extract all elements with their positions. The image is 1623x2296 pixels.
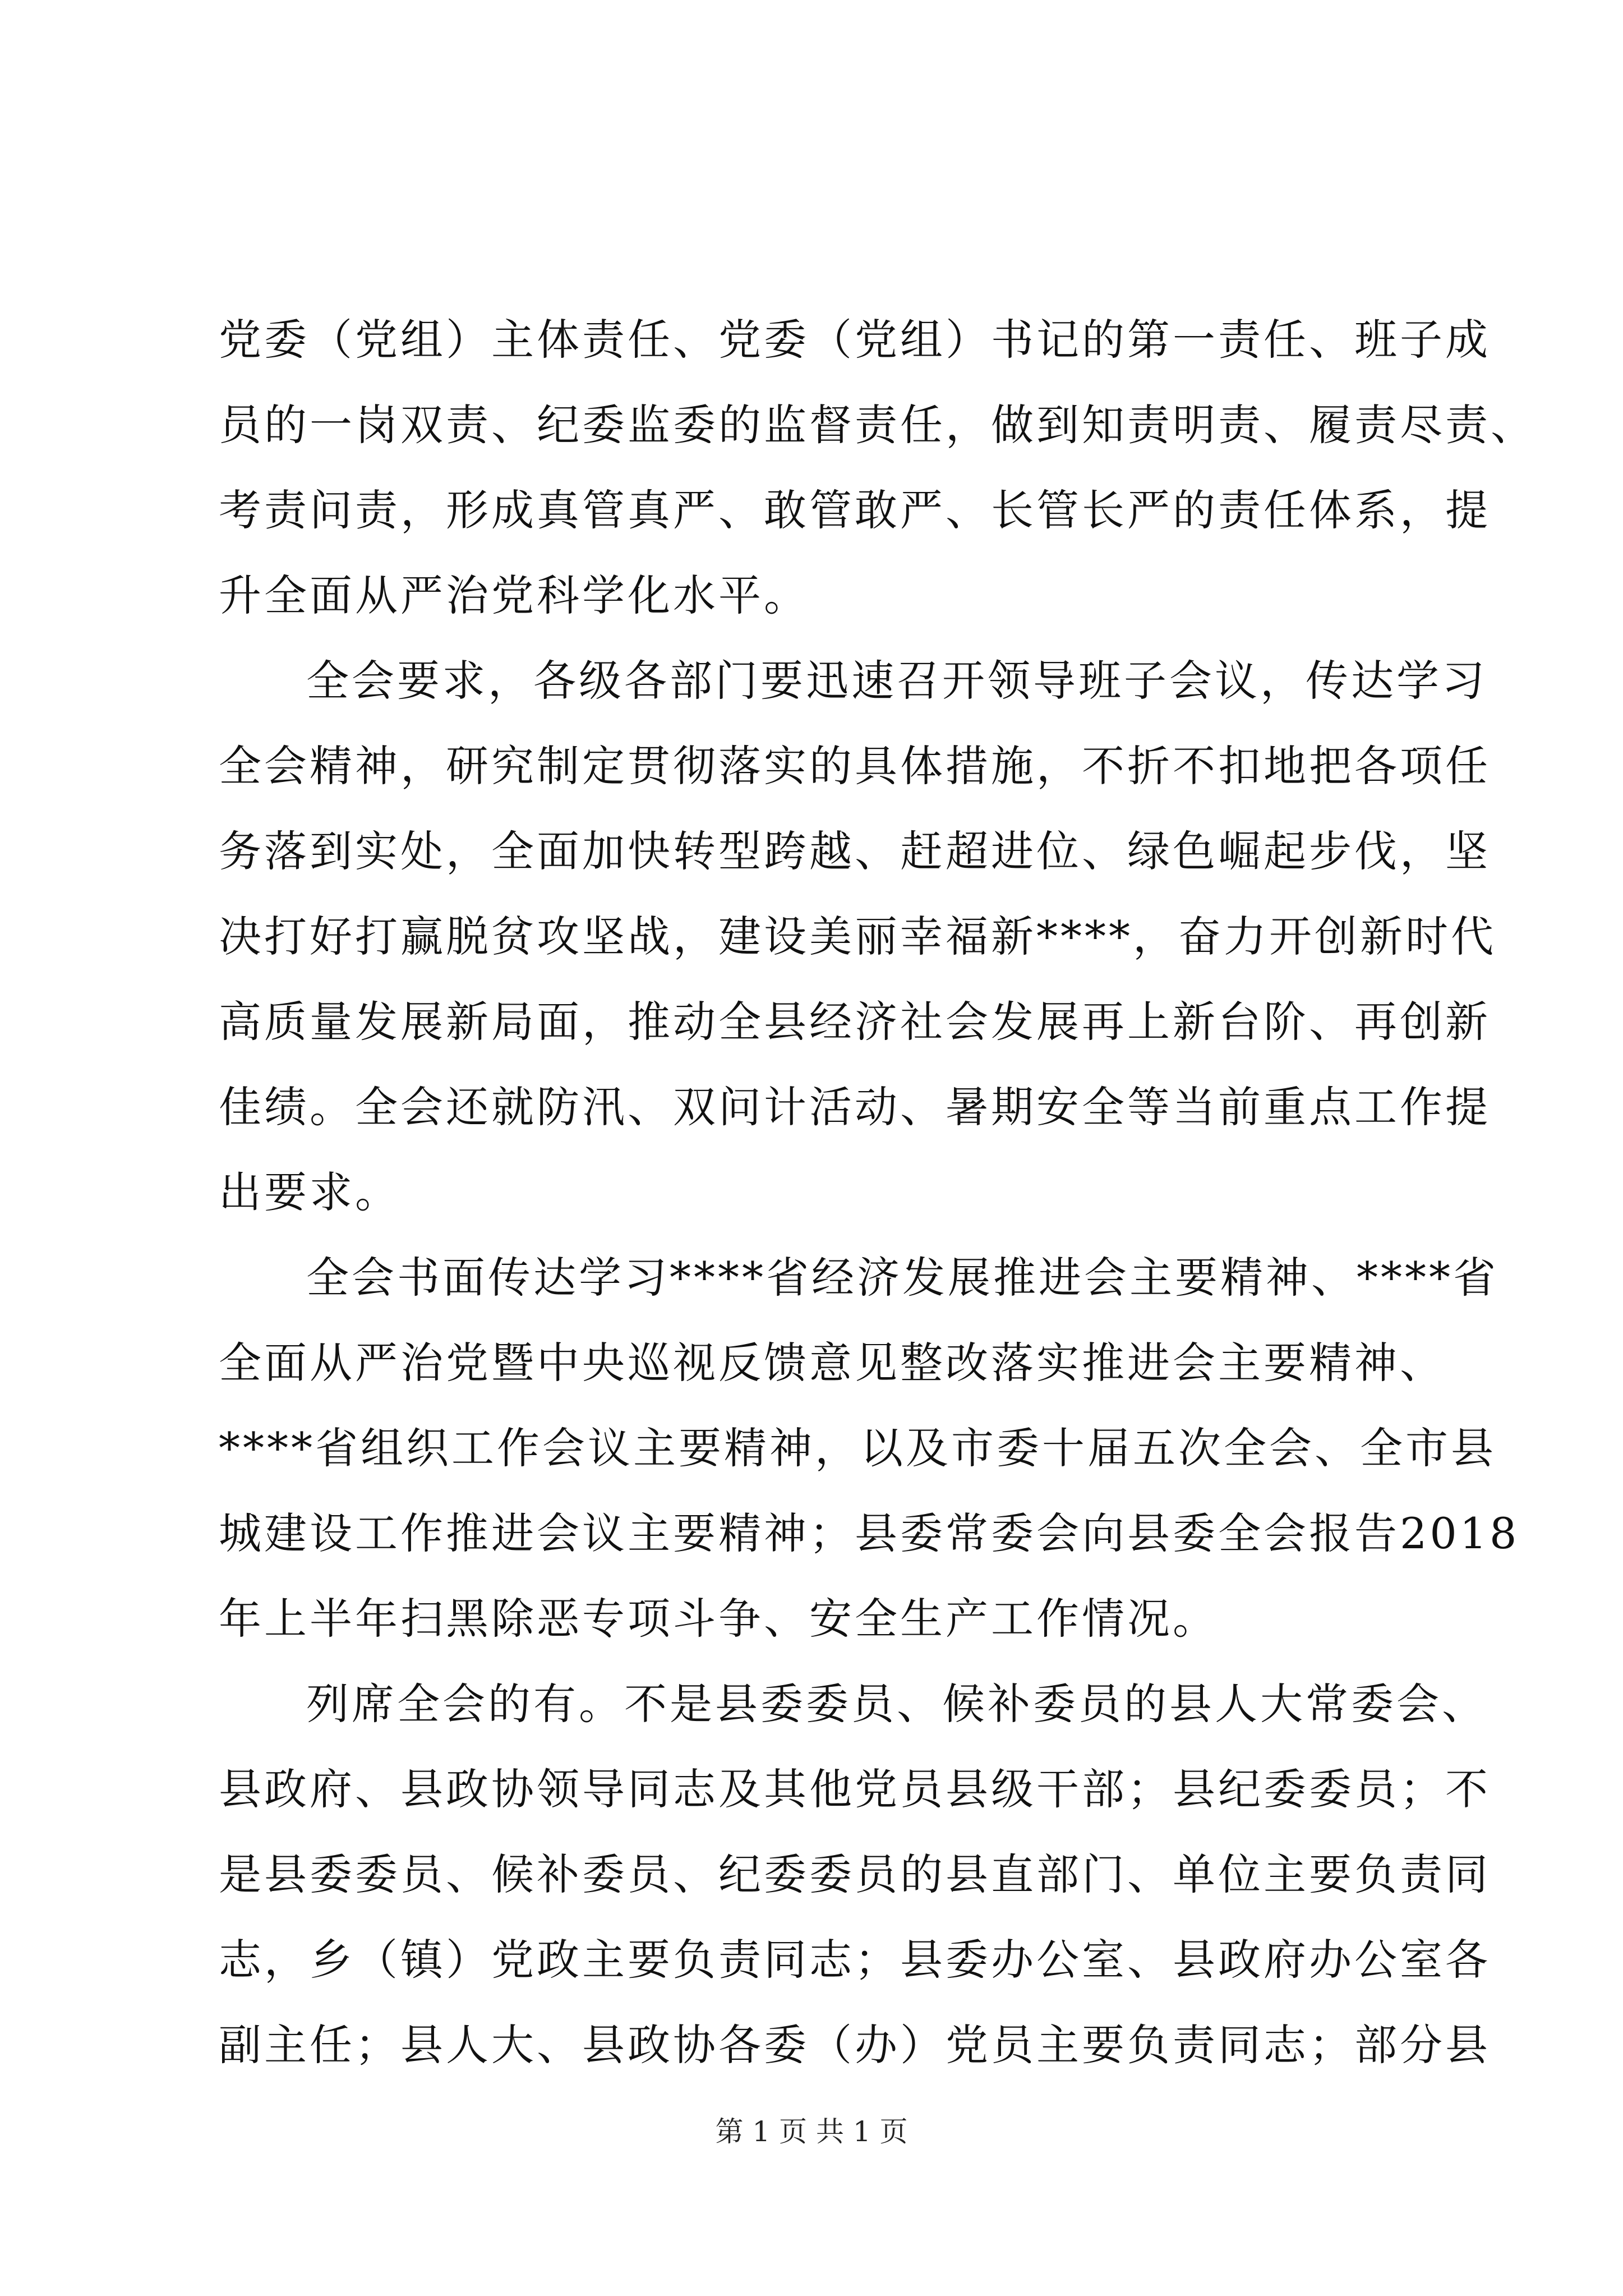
text-line: 城建设工作推进会议主要精神；县委常委会向县委全会报告2018 xyxy=(219,1508,1520,1558)
text-line: 考责问责，形成真管真严、敢管敢严、长管长严的责任体系，提 xyxy=(219,485,1491,535)
text-line: 全面从严治党暨中央巡视反馈意见整改落实推进会主要精神、 xyxy=(219,1338,1445,1388)
text-line: 全会精神，研究制定贯彻落实的具体措施，不折不扣地把各项任 xyxy=(219,741,1491,791)
text-line: 佳绩。全会还就防汛、双问计活动、暑期安全等当前重点工作提 xyxy=(219,1082,1491,1132)
page-footer: 第 1 页 共 1 页 xyxy=(715,2115,908,2148)
text-line: 列席全会的有。不是县委委员、候补委员的县人大常委会、 xyxy=(306,1679,1487,1729)
text-line: 高质量发展新局面，推动全县经济社会发展再上新台阶、再创新 xyxy=(219,997,1491,1047)
text-line: 决打好打赢脱贫攻坚战，建设美丽幸福新****，奋力开创新时代 xyxy=(219,912,1496,961)
text-line: 年上半年扫黑除恶专项斗争、安全生产工作情况。 xyxy=(219,1594,1218,1644)
document-body xyxy=(219,297,1536,2088)
text-line: 全会要求，各级各部门要迅速召开领导班子会议，传达学习 xyxy=(306,656,1487,706)
paragraph-4 xyxy=(219,1662,1491,2088)
text-line: 县政府、县政协领导同志及其他党员县级干部；县纪委委员；不 xyxy=(219,1764,1491,1814)
paragraph-1 xyxy=(219,297,1536,638)
text-line: 全会书面传达学习****省经济发展推进会主要精神、****省 xyxy=(306,1253,1498,1303)
text-line: 党委（党组）主体责任、党委（党组）书记的第一责任、班子成 xyxy=(219,315,1491,365)
text-line: 升全面从严治党科学化水平。 xyxy=(219,570,809,620)
text-line: 是县委委员、候补委员、纪委委员的县直部门、单位主要负责同 xyxy=(219,1849,1491,1899)
paragraph-2 xyxy=(219,638,1496,1235)
text-line: 志，乡（镇）党政主要负责同志；县委办公室、县政府办公室各 xyxy=(219,1935,1491,1985)
text-line: 务落到实处，全面加快转型跨越、赶超进位、绿色崛起步伐，坚 xyxy=(219,826,1491,876)
text-line: 副主任；县人大、县政协各委（办）党员主要负责同志；部分县 xyxy=(219,2020,1491,2070)
text-line: 出要求。 xyxy=(219,1167,400,1217)
text-line: 员的一岗双责、纪委监委的监督责任，做到知责明责、履责尽责、 xyxy=(219,400,1536,450)
text-line: ****省组织工作会议主要精神，以及市委十届五次全会、全市县 xyxy=(219,1423,1496,1473)
paragraph-3 xyxy=(219,1235,1520,1662)
